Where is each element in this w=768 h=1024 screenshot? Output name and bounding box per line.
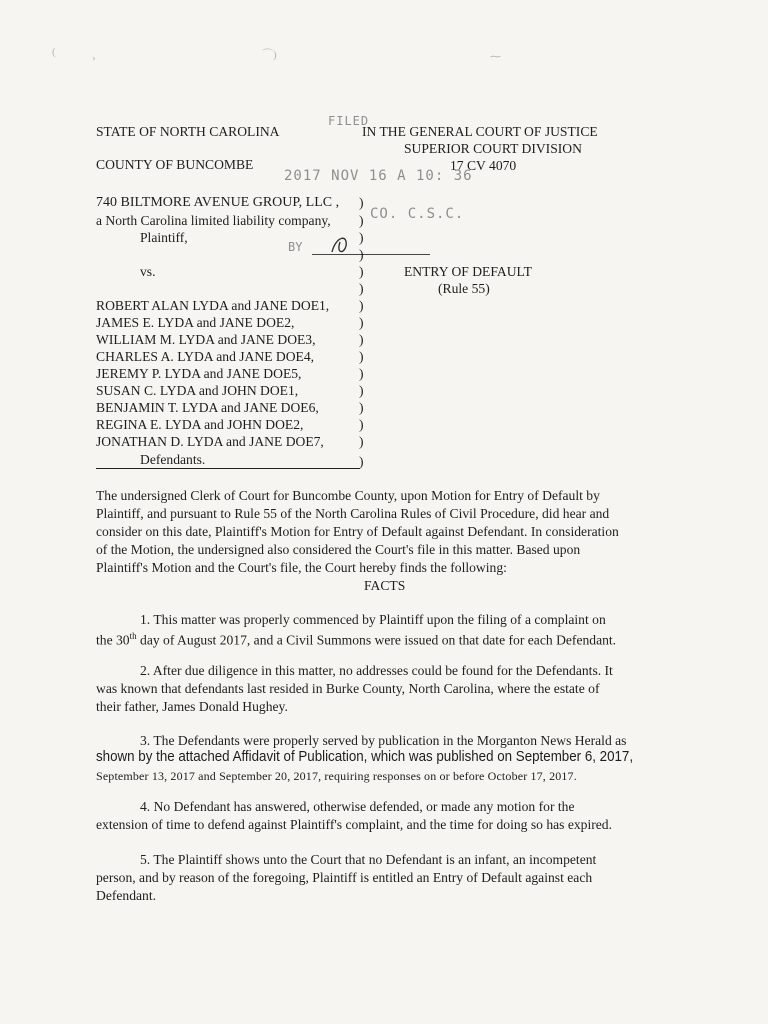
fact-4-text: 4. No Defendant has answered, otherwise defended, or made any motion for the [140, 799, 575, 814]
case-number: 17 CV 4070 [450, 158, 517, 173]
fact-3-text: shown by the attached Affidavit of Publication, which was published on September 6, 2017, [96, 748, 634, 765]
defendant-entry: ROBERT ALAN LYDA and JANE DOE1, [96, 298, 330, 313]
court-division: SUPERIOR COURT DIVISION [404, 141, 582, 156]
defendant-entry: BENJAMIN T. LYDA and JANE DOE6, [96, 400, 319, 415]
scan-mark: ⌒) [262, 49, 277, 61]
state-heading: STATE OF NORTH CAROLINA [96, 124, 280, 139]
caption-underline [96, 468, 360, 469]
fact-4-text: extension of time to defend against Plaintiff's complaint, and the time for doing so has expired. [96, 817, 613, 832]
fact-3-text: 3. The Defendants were properly served by publication in the Morganton News Herald as [140, 733, 627, 748]
by-stamp: BY [288, 240, 303, 254]
intro-text: Plaintiff, and pursuant to Rule 55 of the North Carolina Rules of Civil Procedure, did hear and [96, 506, 610, 521]
fact-2-text: was known that defendants last resided in Burke County, North Carolina, where the estate of [96, 681, 600, 696]
fact-2-text: 2. After due diligence in this matter, no addresses could be found for the Defendants. It [140, 663, 613, 678]
intro-text: of the Motion, the undersigned also considered the Court's file in this matter. Based upon [96, 542, 581, 557]
defendant-entry: JEREMY P. LYDA and JANE DOE5, [96, 366, 302, 381]
defendant-entry: SUSAN C. LYDA and JOHN DOE1, [96, 383, 299, 398]
plaintiff-description: a North Carolina limited liability company, [96, 213, 331, 228]
intro-text: Plaintiff's Motion and the Court's file, the Court hereby finds the following: [96, 560, 507, 575]
fact-1-text [96, 628, 616, 649]
intro-text: consider on this date, Plaintiff's Motion for Entry of Default against Defendant. In consideration [96, 524, 619, 539]
plaintiff-role: Plaintiff, [140, 230, 188, 245]
defendants-label: Defendants. [140, 452, 206, 467]
versus-label: vs. [140, 264, 156, 279]
fact-2-text: their father, James Donald Hughey. [96, 699, 288, 714]
document-title: ENTRY OF DEFAULT [404, 264, 532, 279]
fact-1-text: 1. This matter was properly commenced by Plaintiff upon the filing of a complaint on [140, 612, 606, 627]
court-name: IN THE GENERAL COURT OF JUSTICE [362, 124, 598, 139]
defendant-entry: JONATHAN D. LYDA and JANE DOE7, [96, 434, 324, 449]
fact-1-date-suffix: day of August 2017, and a Civil Summons were issued on that date for each Defendant. [136, 632, 617, 648]
document-rule: (Rule 55) [438, 281, 490, 296]
defendant-entry: REGINA E. LYDA and JOHN DOE2, [96, 417, 304, 432]
facts-heading: FACTS [364, 578, 406, 593]
intro-text: The undersigned Clerk of Court for Buncombe County, upon Motion for Entry of Default by [96, 488, 600, 503]
filed-date-stamp: 2017 NOV 16 A 10: 36 [284, 168, 473, 184]
document-page: ( › ⌒) ⁓ STATE OF NORTH CAROLINA COUNTY OF BUNCOMBE IN THE GENERAL COURT OF JUSTICE SUPERIOR COURT DIVISION 17 CV 4070 FILED 2017 NOV 16 A 10: 36 CO. C.S.C. BY 740 BILTMORE AVENUE GROUP, LLC , a North Carolina limited liability company, Plaintiff, vs. ) ) ) ) ) ) ) ) ) ) ) ) ) ) ) ) ENTRY OF DEFAULT (Rule 55) ROBERT ALAN LYDA and JANE DOE1, JAMES E. LYDA and JANE DOE2, WILLIAM M. LYDA and JANE DOE3, CHARLES A. LYDA and JANE DOE4, JEREMY P. LYDA and JANE DOE5, SUSAN C. LYDA and JOHN DOE1, BENJAMIN T. LYDA and JANE DOE6, REGINA E. LYDA and JOHN DOE2, JONATHAN D. LYDA and JANE DOE7, Defendants. The undersigned Clerk of Court for Buncombe County, upon Motion for Entry of Default by Plaintiff, and pursuant to Rule 55 of the North Carolina Rules of Civil Procedure, did hear and consider on this date, Plaintiff's Motion for Entry of Default against Defendant. In consideration of the Motion, the undersigned also considered the Court's file in this matter. Based upon Plaintiff's Motion and the Court's file, the Court hereby finds the following: FACTS 1. This matter was properly commenced by Plaintiff upon the filing of a complaint on the 30th day of August 2017, and a Civil Summons were issued on that date for each Defendant. 2. After due diligence in this matter, no addresses could be found for the Defendants. It was known that defendants last resided in Burke County, North Carolina, where the estate of their father, James Donald Hughey. 3. The Defendants were properly served by publication in the Morganton News Herald as shown by the attached Affidavit of Publication, which was published on September 6, 2017, September 13, 2017 and September 20, 2017, requiring responses on or before October 17, 2017. 4. No Defendant has answered, otherwise defended, or made any motion for the extension of time to defend against Plaintiff's complaint, and the time for doing so has expired. 5. The Plaintiff shows unto the Court that no Defendant is an infant, an incompetent person, and by reason of the foregoing, Plaintiff is entitled an Entry of Default against each Defendant. [52, 46, 634, 903]
defendant-entry: JAMES E. LYDA and JANE DOE2, [96, 315, 295, 330]
plaintiff-name: 740 BILTMORE AVENUE GROUP, LLC , [96, 195, 340, 210]
fact-5-text: Defendant. [96, 888, 157, 903]
defendant-entry: WILLIAM M. LYDA and JANE DOE3, [96, 332, 316, 347]
filed-stamp: FILED [328, 114, 370, 128]
scan-mark: › [92, 52, 96, 64]
defendant-entry: CHARLES A. LYDA and JANE DOE4, [96, 349, 315, 364]
scan-mark: ⁓ [490, 51, 501, 63]
clerk-stamp: CO. C.S.C. [370, 206, 465, 222]
fact-5-text: 5. The Plaintiff shows unto the Court that no Defendant is an infant, an incompetent [140, 852, 597, 867]
fact-3-text: September 13, 2017 and September 20, 2017, requiring responses on or before October 17, 2017. [96, 769, 577, 783]
scan-mark: ( [52, 46, 56, 58]
fact-1-date-prefix: the 30 [96, 632, 130, 648]
county-heading: COUNTY OF BUNCOMBE [96, 157, 254, 172]
fact-1-ordinal: th [129, 631, 137, 641]
fact-5-text: person, and by reason of the foregoing, Plaintiff is entitled an Entry of Default against each [96, 870, 593, 885]
clerk-initial-signature [326, 232, 356, 258]
